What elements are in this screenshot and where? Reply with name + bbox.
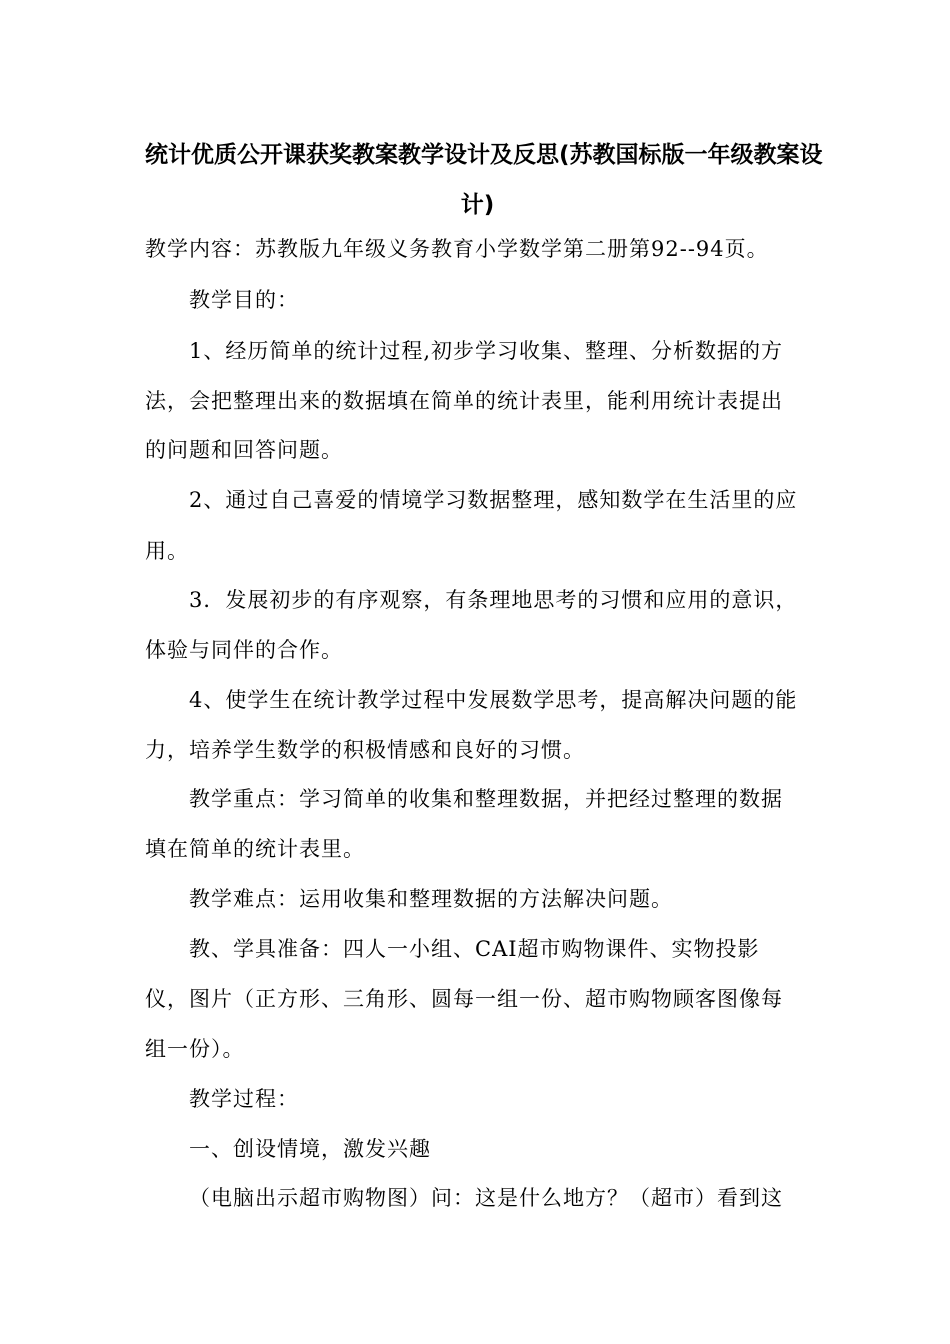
goal-1-line-2: 法，会把整理出来的数据填在简单的统计表里，能利用统计表提出 — [145, 389, 783, 413]
teaching-process-heading: 教学过程： — [189, 1087, 299, 1111]
key-points-line-1: 教学重点：学习简单的收集和整理数据，并把经过整理的数据 — [189, 787, 783, 811]
teaching-content: 教学内容：苏教版九年级义务教育小学数学第二册第92--94页。 — [145, 237, 769, 261]
difficult-points: 教学难点：运用收集和整理数据的方法解决问题。 — [189, 887, 673, 911]
goal-2-line-2: 用。 — [145, 539, 189, 563]
goal-3-line-2: 体验与同伴的合作。 — [145, 638, 343, 662]
section-1-paragraph: （电脑出示超市购物图）问：这是什么地方？（超市）看到这 — [189, 1186, 783, 1210]
goal-4-line-2: 力，培养学生数学的积极情感和良好的习惯。 — [145, 738, 585, 762]
materials-line-3: 组一份）。 — [145, 1037, 245, 1061]
document-title-line-1: 统计优质公开课获奖教案教学设计及反思(苏教国标版一年级教案设 — [145, 142, 823, 168]
goal-1-line-3: 的问题和回答问题。 — [145, 438, 343, 462]
teaching-goals-heading: 教学目的： — [189, 288, 299, 312]
goal-3-line-1: 3．发展初步的有序观察，有条理地思考的习惯和应用的意识， — [189, 588, 798, 612]
key-points-line-2: 填在简单的统计表里。 — [145, 837, 365, 861]
materials-line-1: 教、学具准备：四人一小组、CAI超市购物课件、实物投影 — [189, 937, 760, 961]
document-title-line-2: 计) — [460, 192, 495, 218]
goal-2-line-1: 2、通过自己喜爱的情境学习数据整理，感知数学在生活里的应 — [189, 488, 798, 512]
goal-4-line-1: 4、使学生在统计教学过程中发展数学思考，提高解决问题的能 — [189, 688, 798, 712]
goal-1-line-1: 1、经历简单的统计过程,初步学习收集、整理、分析数据的方 — [189, 339, 784, 363]
section-1-heading: 一、创设情境，激发兴趣 — [189, 1137, 431, 1161]
materials-line-2: 仪，图片（正方形、三角形、圆每一组一份、超市购物顾客图像每 — [145, 987, 783, 1011]
